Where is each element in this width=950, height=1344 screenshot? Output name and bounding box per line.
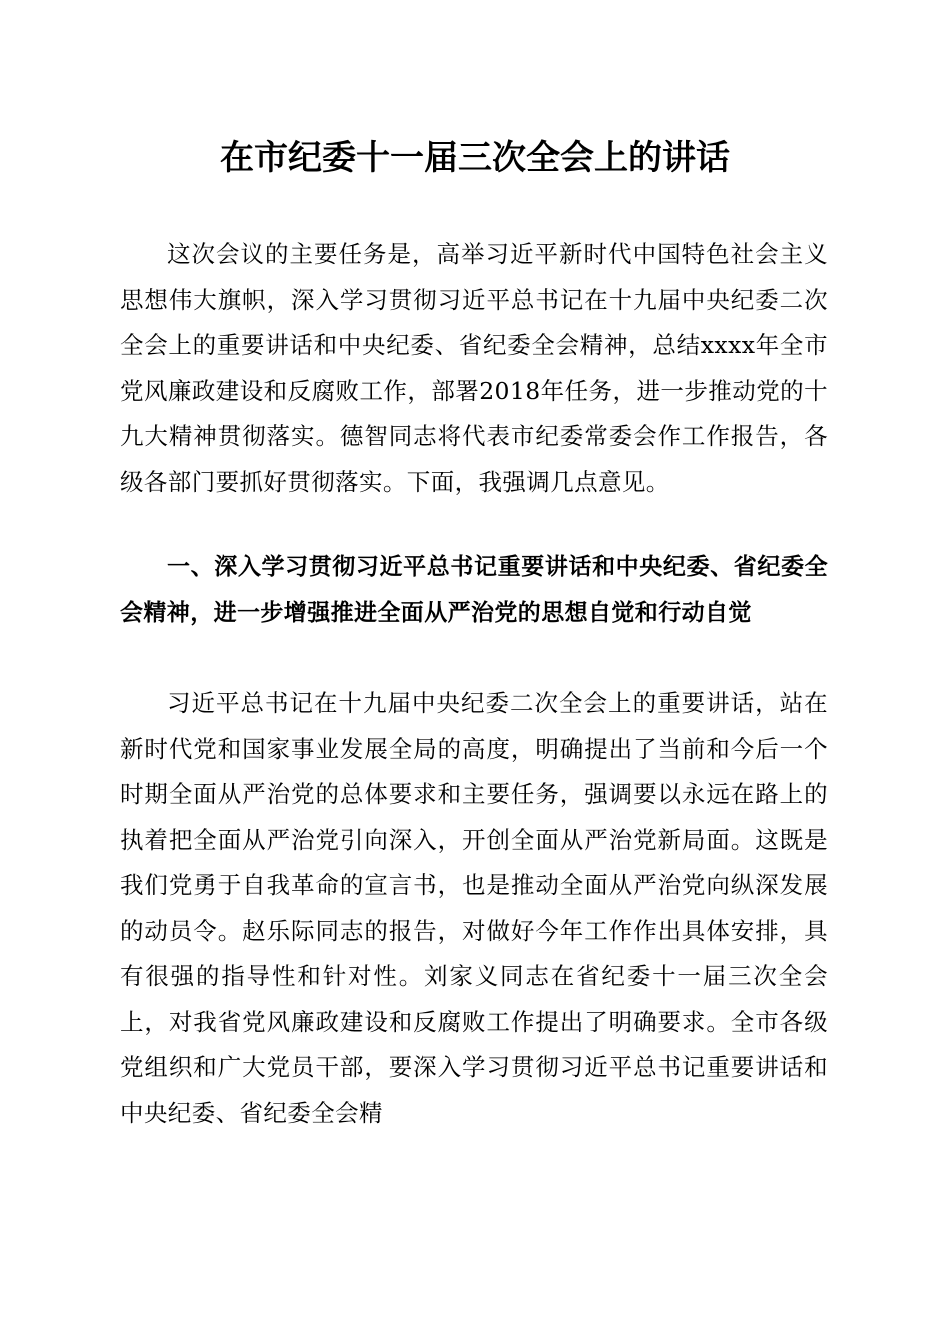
section-heading-1: 一、深入学习贯彻习近平总书记重要讲话和中央纪委、省纪委全会精神，进一步增强推进全面从严治党的思想自觉和行动自觉 [120,554,828,626]
section-body-1: 习近平总书记在十九届中央纪委二次全会上的重要讲话，站在新时代党和国家事业发展全局的高度，明确提出了当前和今后一个时期全面从严治党的总体要求和主要任务，强调要以永远在路上的执着把全面从严治党引向深入，开创全面从严治党新局面。这既是我们党勇于自我革命的宣言书，也是推动全面从严治党向纵深发展的动员令。赵乐际同志的报告，对做好今年工作作出具体安排，具有很强的指导性和针对性。刘家义同志在省纪委十一届三次全会上，对我省党风廉政建设和反腐败工作提出了明确要求。全市各级党组织和广大党员干部，要深入学习贯彻习近平总书记重要讲话和中央纪委、省纪委全会精 [120,689,828,1127]
document-title: 在市纪委十一届三次全会上的讲话 [220,138,730,178]
intro-paragraph: 这次会议的主要任务是，高举习近平新时代中国特色社会主义思想伟大旗帜，深入学习贯彻习近平总书记在十九届中央纪委二次全会上的重要讲话和中央纪委、省纪委全会精神，总结xxxx年全市党风廉政建设和反腐败工作，部署2018年任务，进一步推动党的十九大精神贯彻落实。德智同志将代表市纪委常委会作工作报告，各级各部门要抓好贯彻落实。下面，我强调几点意见。 [120,240,828,496]
